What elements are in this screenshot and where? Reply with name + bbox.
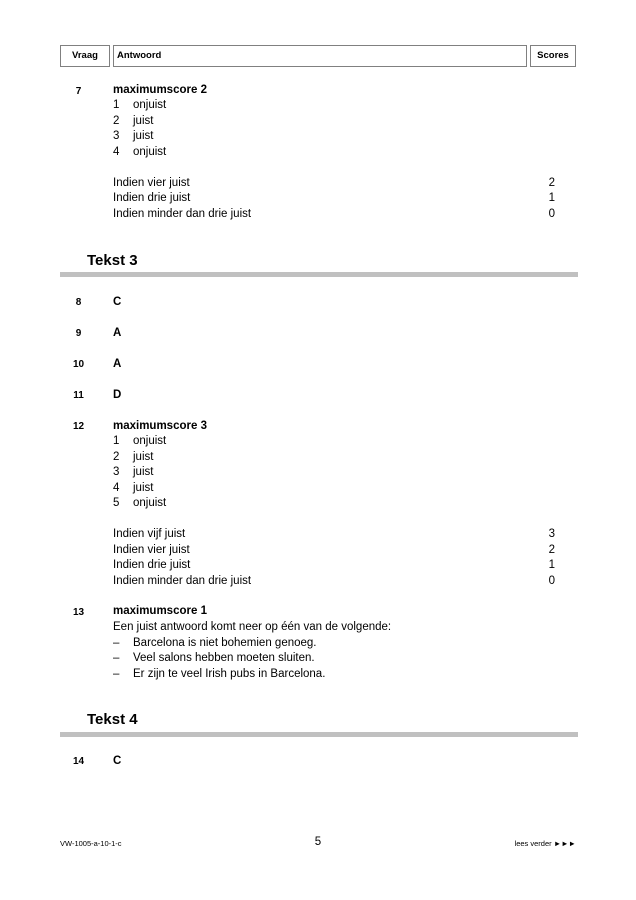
question-answer: D — [113, 389, 122, 401]
scoring-value: 2 — [548, 544, 555, 556]
scoring-label: Indien vier juist — [113, 177, 190, 189]
item-text: juist — [133, 466, 154, 478]
scoring-label: Indien vier juist — [113, 544, 190, 556]
scoring-value: 0 — [548, 575, 555, 587]
item-number: 4 — [113, 482, 120, 494]
question-number: 10 — [72, 359, 85, 370]
item-number: 1 — [113, 99, 120, 111]
question-answer: C — [113, 755, 122, 767]
bullet-text: Veel salons hebben moeten sluiten. — [133, 652, 315, 664]
answer-intro: Een juist antwoord komt neer op één van de volgende: — [113, 621, 392, 633]
item-text: onjuist — [133, 146, 167, 158]
scoring-value: 3 — [548, 528, 555, 540]
scoring-value: 2 — [548, 177, 555, 189]
item-number: 1 — [113, 435, 120, 447]
question-number: 7 — [75, 86, 82, 97]
question-number: 8 — [75, 297, 82, 308]
item-number: 3 — [113, 466, 120, 478]
question-number: 12 — [72, 421, 85, 432]
bullet-dash: – — [113, 652, 120, 664]
item-text: juist — [133, 451, 154, 463]
bullet-dash: – — [113, 668, 120, 680]
item-text: juist — [133, 130, 154, 142]
scoring-label: Indien drie juist — [113, 559, 191, 571]
question-answer: C — [113, 296, 122, 308]
bullet-text: Barcelona is niet bohemien genoeg. — [133, 637, 317, 649]
page-number: 5 — [314, 836, 322, 848]
question-title: maximumscore 1 — [113, 605, 207, 617]
item-text: onjuist — [133, 99, 167, 111]
question-title: maximumscore 3 — [113, 420, 207, 432]
header-antwoord: Antwoord — [113, 45, 527, 67]
bullet-text: Er zijn te veel Irish pubs in Barcelona. — [133, 668, 326, 680]
item-number: 4 — [113, 146, 120, 158]
header-scores: Scores — [530, 45, 576, 67]
document-code: VW-1005-a-10-1-c — [60, 839, 122, 848]
item-number: 3 — [113, 130, 120, 142]
section-divider — [60, 272, 578, 277]
scoring-label: Indien minder dan drie juist — [113, 208, 252, 220]
question-number: 14 — [72, 756, 85, 767]
item-number: 5 — [113, 497, 120, 509]
item-text: juist — [133, 482, 154, 494]
section-heading: Tekst 3 — [87, 252, 138, 269]
scoring-label: Indien vijf juist — [113, 528, 186, 540]
item-text: juist — [133, 115, 154, 127]
question-title: maximumscore 2 — [113, 84, 207, 96]
item-text: onjuist — [133, 435, 167, 447]
scoring-label: Indien minder dan drie juist — [113, 575, 252, 587]
bullet-dash: – — [113, 637, 120, 649]
scoring-label: Indien drie juist — [113, 192, 191, 204]
question-answer: A — [113, 327, 122, 339]
continue-label: lees verder ►►► — [514, 839, 576, 848]
item-number: 2 — [113, 451, 120, 463]
question-number: 13 — [72, 607, 85, 618]
section-divider — [60, 732, 578, 737]
question-answer: A — [113, 358, 122, 370]
item-text: onjuist — [133, 497, 167, 509]
item-number: 2 — [113, 115, 120, 127]
header-vraag: Vraag — [60, 45, 110, 67]
scoring-value: 0 — [548, 208, 555, 220]
question-number: 11 — [73, 390, 84, 401]
section-heading: Tekst 4 — [87, 711, 138, 728]
scoring-value: 1 — [548, 559, 555, 571]
scoring-value: 1 — [548, 192, 555, 204]
question-number: 9 — [75, 328, 82, 339]
